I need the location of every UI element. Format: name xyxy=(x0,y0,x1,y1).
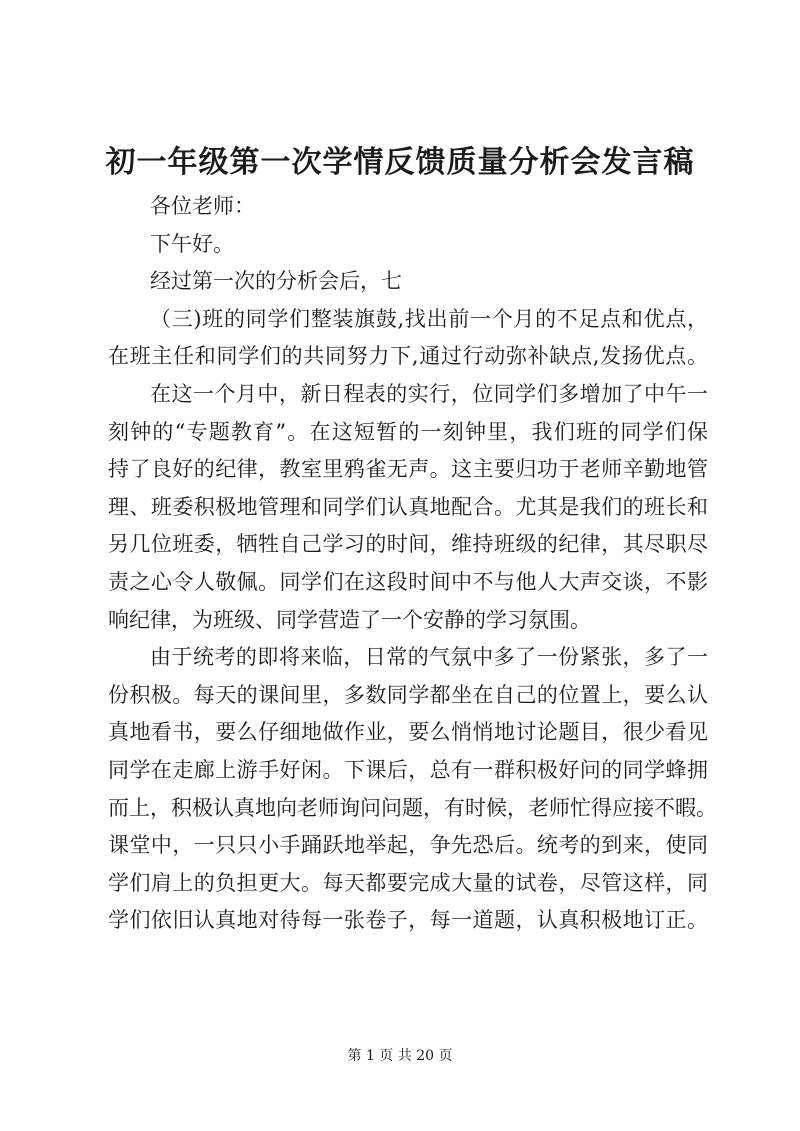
body-text-line: 在这一个月中，新日程表的实行，位同学们多增加了中午一 xyxy=(150,381,708,406)
body-text-line: 而上，积极认真地向老师询问问题，有时候，老师忙得应接不暇。 xyxy=(108,795,717,820)
body-text-line: 真地看书，要么仔细地做作业，要么悄悄地讨论题目，很少看见 xyxy=(108,720,708,745)
body-text-line: （三)班的同学们整装旗鼓,找出前一个月的不足点和优点， xyxy=(150,306,708,331)
document-body xyxy=(108,188,717,940)
body-text-line: 持了良好的纪律，教室里鸦雀无声。这主要归功于老师辛勤地管 xyxy=(108,457,708,482)
body-text-line: 另几位班委，牺牲自己学习的时间，维持班级的纪律，其尽职尽 xyxy=(108,532,708,557)
document-title: 初一年级第一次学情反馈质量分析会发言稿 xyxy=(105,145,695,180)
body-text-line: 由于统考的即将来临，日常的气氛中多了一份紧张，多了一 xyxy=(150,645,708,670)
body-text-line: 下午好。 xyxy=(150,231,234,256)
body-text-line: 响纪律，为班级、同学营造了一个安静的学习氛围。 xyxy=(108,607,591,632)
body-text-line: 经过第一次的分析会后，七 xyxy=(150,269,402,294)
body-text-line: 学们依旧认真地对待每一张卷子，每一道题，认真积极地订正。 xyxy=(108,908,708,933)
body-text-line: 各位老师： xyxy=(150,194,255,218)
body-text-line: 份积极。每天的课间里，多数同学都坐在自己的位置上，要么认 xyxy=(108,682,708,707)
body-text-line: 课堂中，一只只小手踊跃地举起，争先恐后。统考的到来，使同 xyxy=(108,833,708,858)
body-text-line: 责之心令人敬佩。同学们在这段时间中不与他人大声交谈，不影 xyxy=(108,569,708,594)
body-text-line: 理、班委积极地管理和同学们认真地配合。尤其是我们的班长和 xyxy=(108,494,708,519)
body-text-line: 学们肩上的负担更大。每天都要完成大量的试卷，尽管这样，同 xyxy=(108,870,708,895)
page-footer: 第 1 页 共 20 页 xyxy=(347,1048,453,1064)
body-text-line: 同学在走廊上游手好闲。下课后，总有一群积极好问的同学蜂拥 xyxy=(108,757,708,782)
body-text-line: 在班主任和同学们的共同努力下,通过行动弥补缺点,发扬优点。 xyxy=(108,344,708,369)
body-text-line: 刻钟的“专题教育”。在这短暂的一刻钟里，我们班的同学们保 xyxy=(108,419,708,444)
